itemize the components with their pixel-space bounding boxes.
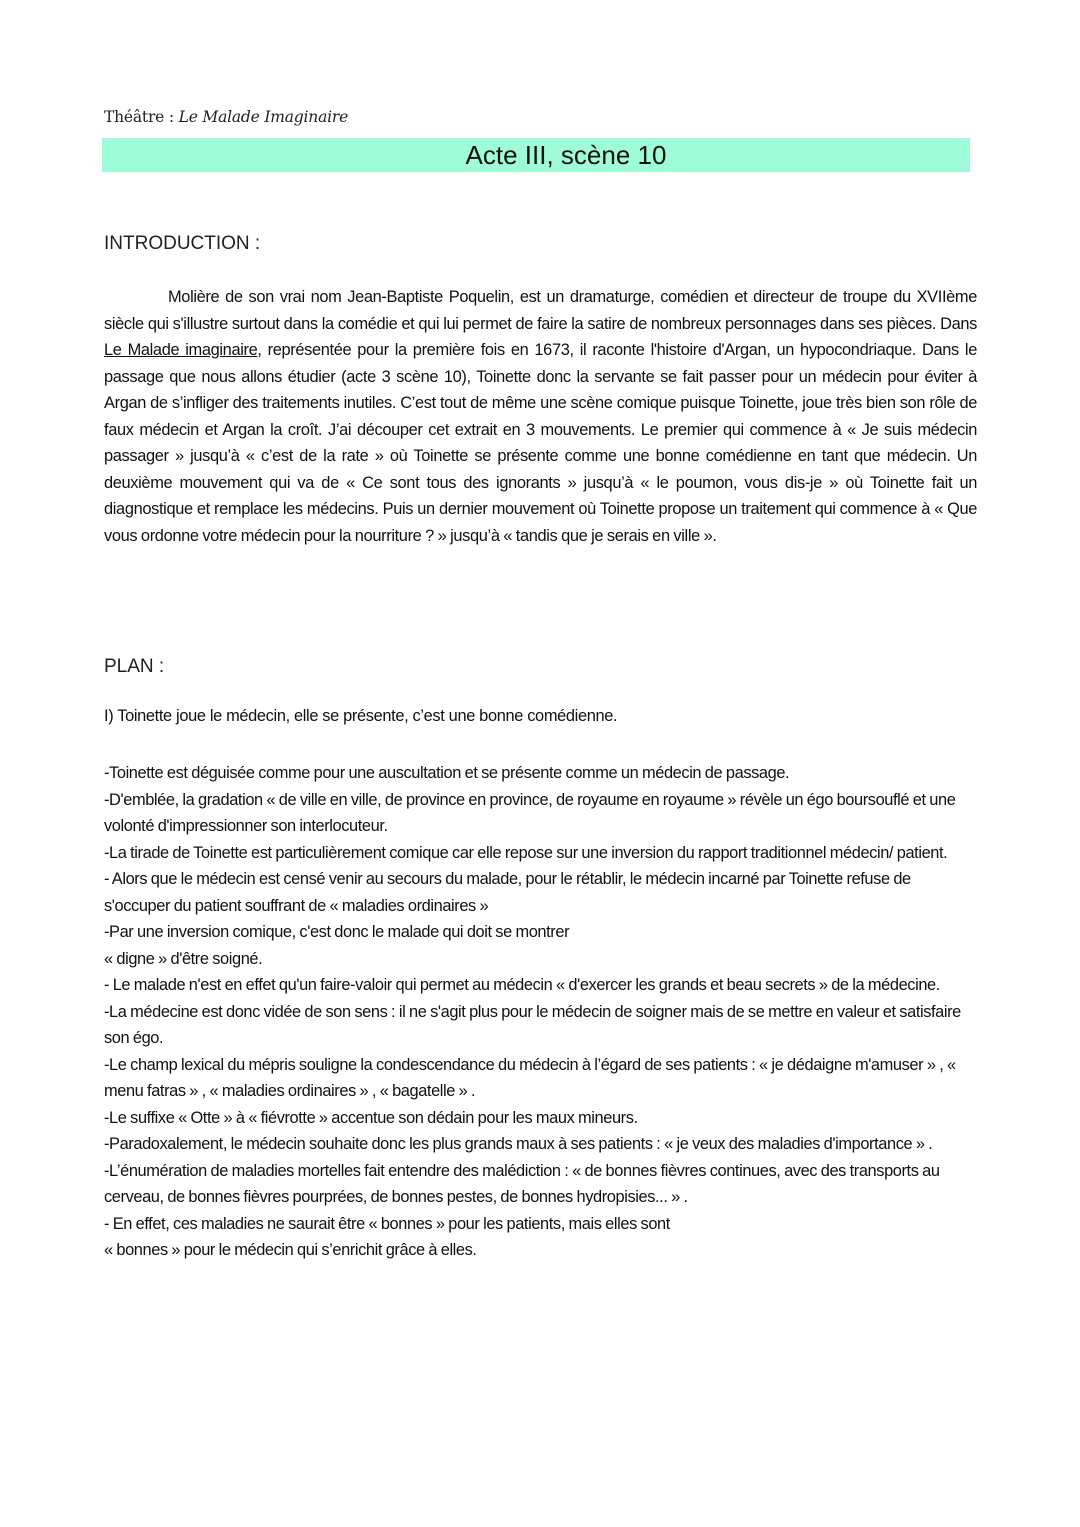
plan-bullet: -La médecine est donc vidée de son sens : il ne s'agit plus pour le médecin de soigner mais de se mettre en valeur et satisfaire son égo.: [104, 1002, 961, 1047]
introduction-heading: INTRODUCTION :: [104, 233, 261, 254]
plan-bullet: -D'emblée, la gradation « de ville en ville, de province en province, de royaume en royaume » révèle un égo boursouflé et une volonté d'impressionner son interlocuteur.: [104, 790, 956, 835]
plan-bullet: « bonnes » pour le médecin qui s’enrichit grâce à elles.: [104, 1241, 477, 1259]
plan-part-1-title: I) Toinette joue le médecin, elle se présente, c’est une bonne comédienne.: [104, 707, 618, 725]
plan-bullet: -La tirade de Toinette est particulièrement comique car elle repose sur une inversion du rapport traditionnel médecin/ patient.: [104, 843, 948, 862]
plan-bullet: -Paradoxalement, le médecin souhaite donc les plus grands maux à ses patients : « je veux des maladies d'importance » .: [104, 1135, 933, 1153]
plan-heading: PLAN :: [104, 656, 165, 677]
plan-bullet: -Toinette est déguisée comme pour une auscultation et se présente comme un médecin de passage.: [104, 764, 790, 782]
subject-work-title: Le Malade Imaginaire: [178, 108, 349, 126]
underlined-work-title: Le Malade imaginaire: [104, 341, 258, 359]
plan-bullet: -Le champ lexical du mépris souligne la condescendance du médecin à l’égard de ses patients : « je dédaigne m'amuser » , « menu fatras » , « maladies ordinaires » , « bagatelle » .: [104, 1055, 956, 1100]
plan-bullet-list: [104, 760, 964, 1264]
plan-bullet: -L’énumération de maladies mortelles fait entendre des malédiction : « de bonnes fièvres continues, avec des transports au cerveau, de bonnes fièvres pourprées, de bonnes pestes, de bonnes hydropisies... » .: [104, 1161, 940, 1206]
plan-bullet: « digne » d'être soigné.: [104, 949, 263, 968]
plan-bullet: -Le suffixe « Otte » à « fiévrotte » accentue son dédain pour les maux mineurs.: [104, 1108, 638, 1127]
subject-line: [104, 108, 348, 126]
subject-prefix: Théâtre :: [104, 108, 179, 126]
page-title: Acte III, scène 10: [465, 139, 667, 170]
intro-text-start: Molière de son vrai nom Jean-Baptiste Poquelin, est un dramaturge, comédien et directeur de troupe du XVIIème siècle qui s'illustre surtout dans la comédie et qui lui permet de faire la satire de nombreux personnages dans ses pièces. Dans: [104, 288, 977, 333]
plan-bullet: - En effet, ces maladies ne saurait être « bonnes » pour les patients, mais elles sont: [104, 1214, 670, 1233]
intro-text-end: , représentée pour la première fois en 1673, il raconte l'histoire d'Argan, un hypocondriaque. Dans le passage que nous allons étudier (acte 3 scène 10), Toinette donc la servante se fait passer pour un médecin pour éviter à Argan de s’infliger des traitements inutiles. C’est tout de même une scène comique puisque Toinette, joue très bien son rôle de faux médecin et Argan la croît. J’ai découper cet extrait en 3 mouvements. Le premier qui commence à « Je suis médecin passager » jusqu’à « c’est de la rate » où Toinette se présente comme une bonne comédienne en tant que médecin. Un deuxième mouvement qui va de « Ce sont tous des ignorants » jusqu’à « le poumon, vous dis-je » où Toinette fait un diagnostique et remplace les médecins. Puis un dernier mouvement où Toinette propose un traitement qui commence à « Que vous ordonne votre médecin pour la nourriture ? » jusqu’à « tandis que je serais en ville ».: [104, 341, 977, 545]
plan-bullet: - Alors que le médecin est censé venir au secours du malade, pour le rétablir, le médecin incarné par Toinette refuse de s'occuper du patient souffrant de « maladies ordinaires »: [104, 870, 911, 915]
introduction-paragraph: [104, 284, 977, 549]
plan-bullet: - Le malade n'est en effet qu'un faire-valoir qui permet au médecin « d'exercer les grands et beau secrets » de la médecine.: [104, 976, 940, 994]
plan-bullet: -Par une inversion comique, c'est donc le malade qui doit se montrer: [104, 923, 570, 941]
title-banner: [102, 138, 970, 172]
